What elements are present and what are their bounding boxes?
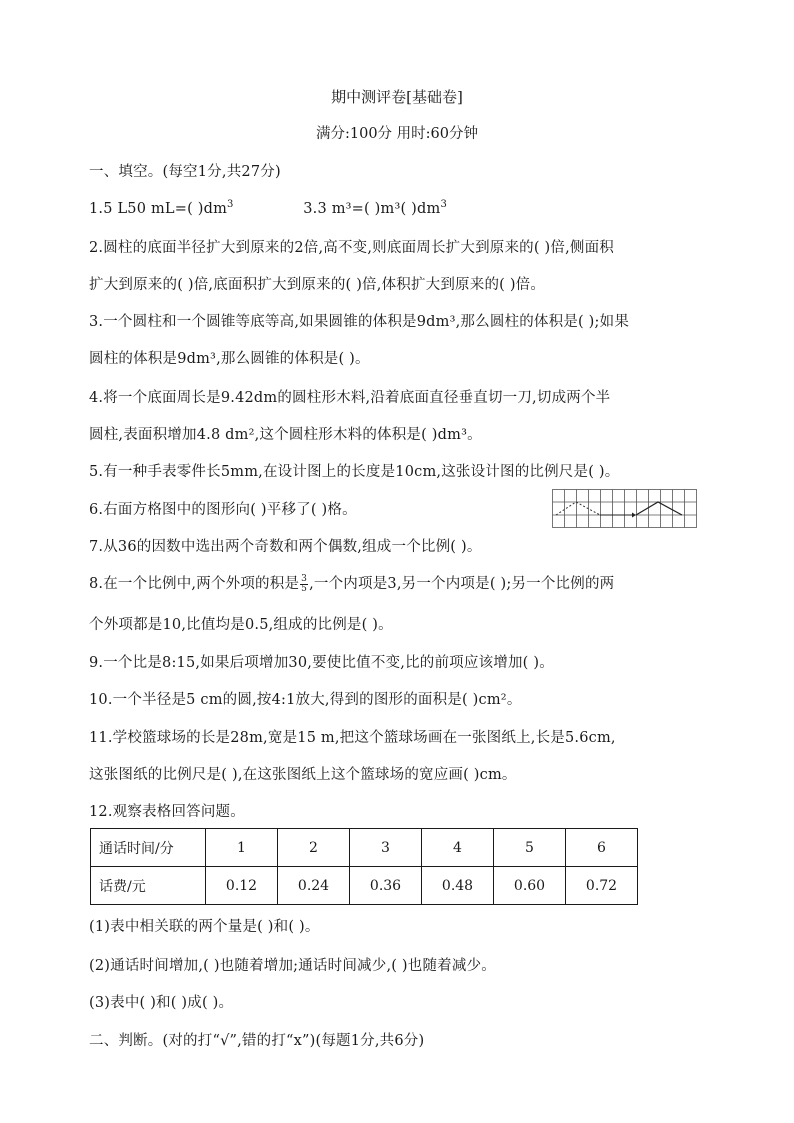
question-12-3: (3)表中( )和( )成( )。 [89,995,234,1011]
table-cell: 6 [566,829,638,867]
translation-grid-figure [552,489,698,529]
question-1 [89,199,447,217]
table-cell: 5 [494,829,566,867]
q1-part-b-sup: 3 [440,199,448,210]
q1-part-a: 1.5 L50 mL=( )dm [89,200,228,217]
table-row-header: 话费/元 [91,867,206,905]
table-cell: 0.36 [350,867,422,905]
call-fee-table [90,828,638,905]
table-cell: 3 [350,829,422,867]
question-4-line2: 圆柱,表面积增加4.8 dm²,这个圆柱形木料的体积是( )dm³。 [89,427,482,443]
question-6: 6.右面方格图中的图形向( )平移了( )格。 [89,502,357,518]
question-3-line1: 3.一个圆柱和一个圆锥等底等高,如果圆锥的体积是9dm³,那么圆柱的体积是( );如果 [89,314,630,330]
table-cell: 0.48 [422,867,494,905]
exam-meta: 满分:100分 用时:60分钟 [315,126,478,142]
table-cell: 0.12 [206,867,278,905]
question-2-line1: 2.圆柱的底面半径扩大到原来的2倍,高不变,则底面周长扩大到原来的( )倍,侧面积 [89,240,615,256]
question-12-2: (2)通话时间增加,( )也随着增加;通话时间减少,( )也随着减少。 [89,958,496,974]
q8-prefix: 8.在一个比例中,两个外项的积是 [89,576,300,592]
table-cell: 2 [278,829,350,867]
table-row-header: 通话时间/分 [91,829,206,867]
original-shape [556,502,600,515]
q8-suffix: ,一个内项是3,另一个内项是( );另一个比例的两 [309,576,615,592]
table-cell: 4 [422,829,494,867]
section2-heading: 二、判断。(对的打“√”,错的打“x”)(每题1分,共6分) [89,1033,425,1049]
question-9: 9.一个比是8:15,如果后项增加30,要使比值不变,比的前项应该增加( )。 [89,655,554,671]
table-row [91,829,638,867]
question-11-line1: 11.学校篮球场的长是28m,宽是15 m,把这个篮球场画在一张图纸上,长是5.6cm, [89,730,616,746]
q1-part-b: 3.3 m³=( )m³( )dm [303,200,441,217]
q1-part-a-sup: 3 [227,199,234,210]
table-row [91,867,638,905]
exam-title: 期中测评卷[基础卷] [331,88,463,106]
question-3-line2: 圆柱的体积是9dm³,那么圆锥的体积是( )。 [89,351,370,367]
table-cell: 0.24 [278,867,350,905]
question-8-line1 [89,572,614,594]
q8-fraction-denominator: 5 [301,583,308,594]
question-4-line1: 4.将一个底面周长是9.42dm的圆柱形木料,沿着底面直径垂直切一刀,切成两个半 [89,390,611,406]
question-8-line2: 个外项都是10,比值均是0.5,组成的比例是( )。 [89,617,393,633]
translated-shape [636,502,682,515]
q8-fraction-numerator: 3 [301,573,308,584]
section1-heading: 一、填空。(每空1分,共27分) [89,164,281,180]
q8-fraction [300,575,308,594]
question-11-line2: 这张图纸的比例尺是( ),在这张图纸上这个篮球场的宽应画( )cm。 [89,767,517,783]
question-2-line2: 扩大到原来的( )倍,底面积扩大到原来的( )倍,体积扩大到原来的( )倍。 [89,277,546,293]
question-12-1: (1)表中相关联的两个量是( )和( )。 [89,919,320,935]
question-12: 12.观察表格回答问题。 [89,804,245,820]
grid-lines [553,490,697,528]
table-cell: 1 [206,829,278,867]
question-7: 7.从36的因数中选出两个奇数和两个偶数,组成一个比例( )。 [89,539,482,555]
table-cell: 0.60 [494,867,566,905]
question-10: 10.一个半径是5 cm的圆,按4:1放大,得到的图形的面积是( )cm²。 [89,692,522,708]
table-cell: 0.72 [566,867,638,905]
question-5: 5.有一种手表零件长5mm,在设计图上的长度是10cm,这张设计图的比例尺是( )。 [89,464,620,480]
translation-arrowhead [632,513,636,518]
